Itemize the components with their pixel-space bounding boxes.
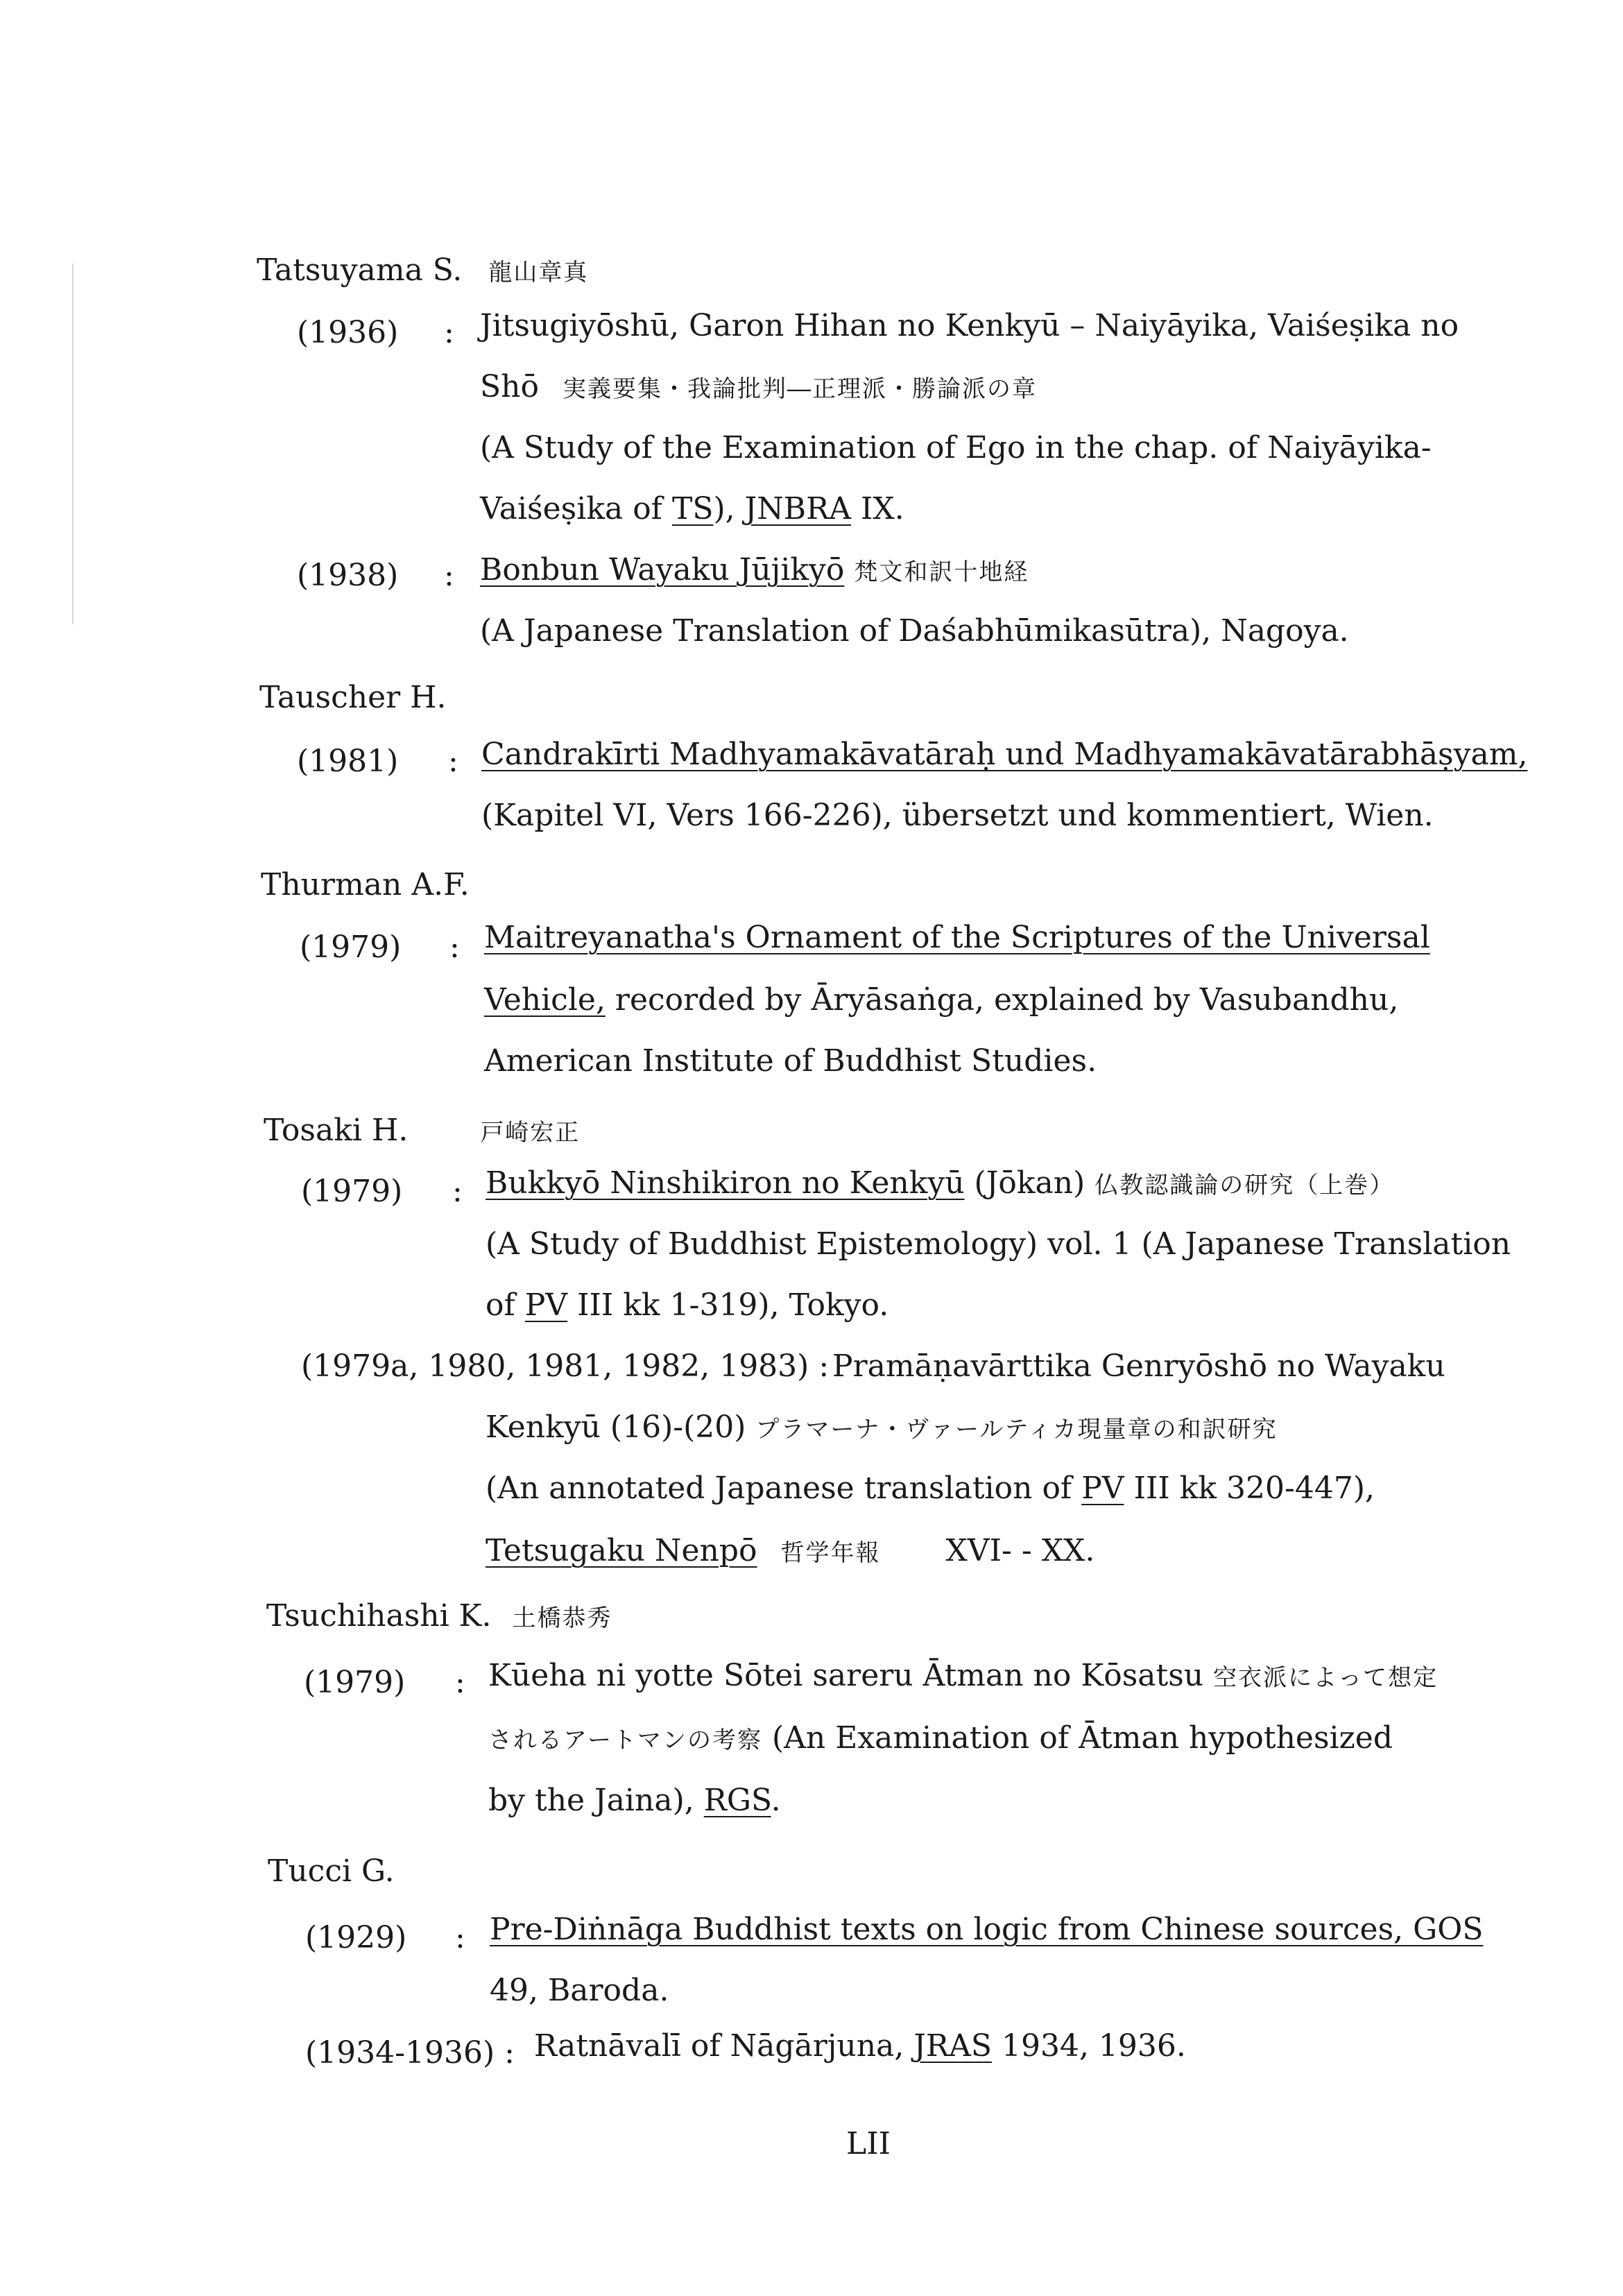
author-tosaki: [264, 1110, 580, 1154]
text-segment: of: [486, 1287, 525, 1323]
abbrev-rgs: RGS: [703, 1783, 771, 1818]
entry-desc-line: American Institute of Buddhist Studies.: [484, 1043, 1097, 1079]
text-segment: III kk 320-447),: [1124, 1471, 1375, 1506]
author-name: Tosaki H.: [264, 1113, 409, 1148]
journal-jp: 哲学年報: [780, 1539, 881, 1567]
entry-title-line: Pramāṇavārttika Genryōshō no Wayaku: [832, 1348, 1445, 1384]
entry-title-line: [484, 917, 1430, 959]
entry-title-line: [534, 2025, 1186, 2067]
text-segment: (An annotated Japanese translation of: [486, 1471, 1082, 1506]
entry-title-line: [490, 1909, 1484, 1951]
entry-title-line: [488, 1655, 1438, 1699]
abbrev-ts: TS: [671, 491, 714, 526]
entry-title-line: [486, 1407, 1278, 1450]
entry-title-line: Jitsugiyōshū, Garon Hihan no Kenkyū – Naiyāyika, Vaiśeṣika no: [480, 308, 1459, 343]
author-tauscher: Tauscher H.: [259, 680, 447, 715]
author-name-jp: 土橋恭秀: [512, 1604, 612, 1632]
title-underlined: Bukkyō Ninshikiron no Kenkyū: [486, 1165, 965, 1201]
title-jp: 梵文和訳十地経: [854, 558, 1029, 586]
title-underlined: Candrakīrti Madhyamakāvatāraḥ und Madhyamakāvatārabhāṣyam,: [481, 737, 1528, 772]
entry-colon: :: [452, 1174, 463, 1209]
entry-title-line: [480, 366, 1037, 410]
entry-desc-line: [486, 1285, 888, 1326]
entry-colon: :: [448, 744, 458, 779]
entry-desc-line: [486, 1530, 1094, 1574]
title-underlined: Maitreyanatha's Ornament of the Scriptures of the Universal: [484, 920, 1430, 955]
entry-title-line: [486, 1163, 1394, 1206]
text-segment: IX.: [851, 491, 904, 526]
author-name: Tsuchihashi K.: [266, 1598, 492, 1634]
text-segment: Kenkyū (16)-(20): [486, 1410, 756, 1445]
abbrev-pv: PV: [524, 1287, 568, 1323]
journal-jnbra: JNBRA: [744, 491, 851, 526]
volume-range: XVI- - XX.: [945, 1533, 1095, 1568]
entry-desc-line: 49, Baroda.: [490, 1973, 669, 2008]
author-tatsuyama: [257, 250, 588, 293]
title-underlined: Pre-Diṅnāga Buddhist texts on logic from Chinese sources, GOS: [490, 1912, 1484, 1947]
author-tsuchihashi: [266, 1595, 612, 1639]
entry-year: (1938): [297, 558, 399, 593]
title-segment: Shō: [480, 369, 539, 404]
entry-colon: :: [449, 929, 460, 965]
entry-desc-line: (Kapitel VI, Vers 166-226), übersetzt und kommentiert, Wien.: [481, 798, 1434, 833]
entry-title-line: [488, 1717, 1393, 1761]
entry-title-line: [484, 979, 1398, 1021]
title-jp: 空衣派によって想定: [1213, 1664, 1439, 1692]
author-name-jp: 龍山章真: [488, 259, 589, 286]
journal-jras: JRAS: [913, 2028, 992, 2064]
author-thurman: Thurman A.F.: [261, 867, 470, 902]
title-underlined: Vehicle,: [484, 982, 606, 1018]
page-number: LII: [846, 2126, 891, 2161]
entry-desc-line: (A Japanese Translation of Daśabhūmikasūtra), Nagoya.: [480, 613, 1349, 649]
entry-desc-line: [486, 1468, 1375, 1509]
text-segment: ),: [713, 491, 745, 526]
author-name: Tatsuyama S.: [257, 252, 463, 288]
author-tucci: Tucci G.: [268, 1853, 395, 1889]
text-segment: III kk 1-319), Tokyo.: [567, 1287, 889, 1323]
text-segment: recorded by Āryāsaṅga, explained by Vasubandhu,: [605, 982, 1399, 1018]
title-underlined: Bonbun Wayaku Jūjikyō: [480, 552, 845, 588]
entry-colon: :: [444, 315, 454, 350]
abbrev-pv: PV: [1081, 1471, 1124, 1506]
title-jp: 仏教認識論の研究（上巻）: [1094, 1172, 1395, 1199]
text-segment: Ratnāvalī of Nāgārjuna,: [534, 2028, 914, 2064]
text-segment: (Jōkan): [964, 1165, 1095, 1201]
entry-colon: :: [444, 558, 454, 593]
entry-year: (1979a, 1980, 1981, 1982, 1983) :: [301, 1348, 830, 1384]
scan-edge-line: [72, 264, 74, 624]
entry-title-line: [480, 549, 1029, 593]
title-jp: されるアートマンの考察: [488, 1727, 762, 1754]
text-segment: Vaiśeṣika of: [480, 491, 672, 526]
entry-year: (1936): [297, 315, 399, 350]
entry-colon: :: [455, 1920, 465, 1955]
entry-year: (1979): [304, 1665, 406, 1700]
text-segment: by the Jaina),: [488, 1783, 704, 1818]
entry-desc-line: [488, 1780, 781, 1822]
entry-desc-line: [480, 488, 904, 530]
entry-colon: :: [455, 1665, 465, 1700]
entry-desc-line: (A Study of Buddhist Epistemology) vol. 1 (A Japanese Translation: [486, 1226, 1511, 1262]
text-segment: Kūeha ni yotte Sōtei sareru Ātman no Kōsatsu: [488, 1658, 1214, 1693]
entry-year: (1979): [300, 929, 402, 965]
title-jp: プラマーナ・ヴァールティカ現量章の和訳研究: [755, 1416, 1278, 1443]
author-name-jp: 戸崎宏正: [480, 1119, 581, 1147]
title-jp: 実義要集・我論批判―正理派・勝論派の章: [562, 375, 1037, 403]
journal-underlined: Tetsugaku Nenpō: [486, 1533, 757, 1568]
text-segment: (An Examination of Ātman hypothesized: [762, 1720, 1393, 1756]
text-segment: 1934, 1936.: [991, 2028, 1186, 2064]
text-segment: .: [771, 1783, 781, 1818]
entry-year: (1981): [297, 744, 399, 779]
entry-desc-line: (A Study of the Examination of Ego in the chap. of Naiyāyika-: [480, 430, 1432, 465]
entry-year: (1929): [305, 1920, 407, 1955]
entry-year: (1979): [301, 1174, 403, 1209]
entry-title-line: [481, 734, 1527, 776]
entry-year: (1934-1936) :: [305, 2035, 515, 2071]
